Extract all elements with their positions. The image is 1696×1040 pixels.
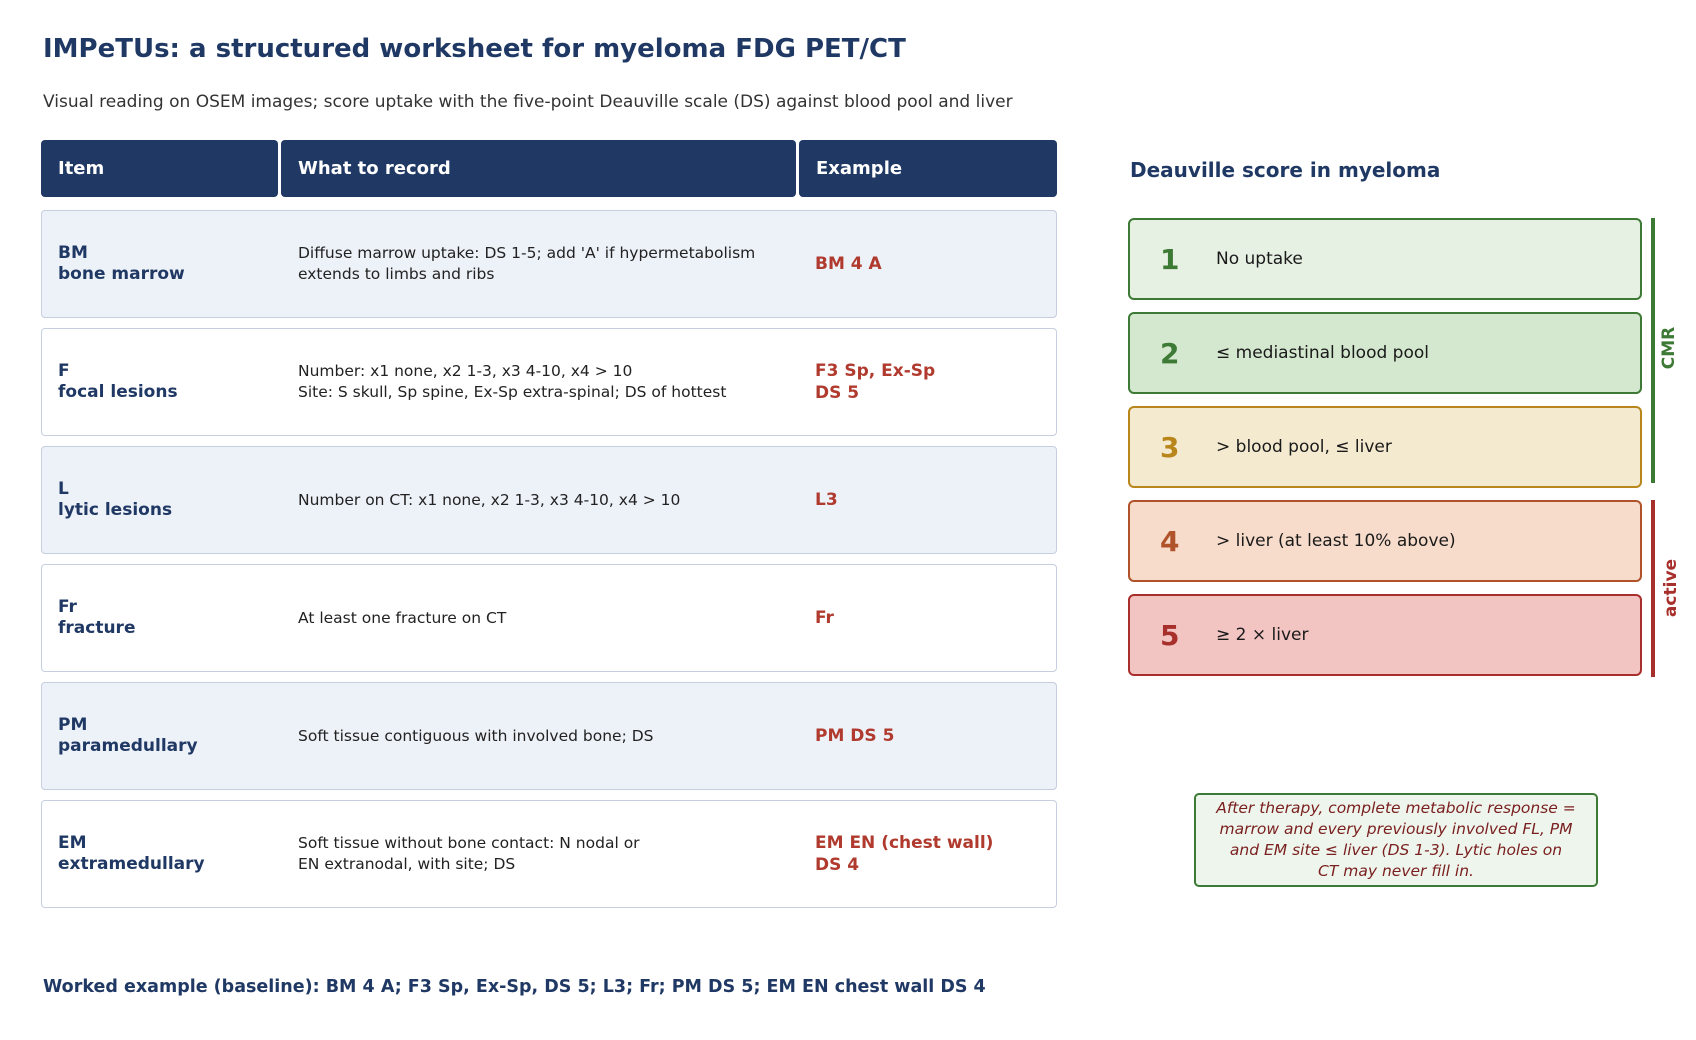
active-bracket: [1651, 500, 1655, 677]
note-line: marrow and every previously involved FL, PM: [1219, 820, 1573, 838]
item-code: Fr: [58, 597, 77, 617]
row-example: [815, 211, 1055, 317]
row-what-to-record: [298, 329, 818, 435]
what-line: Number on CT: x1 none, x2 1-3, x3 4-10, x4 > 10: [298, 490, 681, 509]
row-item: [58, 447, 278, 553]
what-line: extends to limbs and ribs: [298, 265, 495, 283]
score-number: 3: [1160, 430, 1180, 464]
score-description: > blood pool, ≤ liver: [1216, 437, 1392, 457]
what-line: EN extranodal, with site; DS: [298, 855, 516, 873]
what-line: Diffuse marrow uptake: DS 1-5; add 'A' if hypermetabolism: [298, 244, 756, 262]
item-name: fracture: [58, 618, 136, 638]
note-line: After therapy, complete metabolic response =: [1216, 799, 1576, 817]
example-line: PM DS 5: [815, 726, 895, 746]
note-line: CT may never fill in.: [1318, 862, 1474, 880]
row-what-to-record: [298, 565, 818, 671]
example-line: DS 5: [815, 383, 860, 403]
row-example: [815, 565, 1055, 671]
cmr-label: CMR: [1659, 326, 1680, 370]
example-line: F3 Sp, Ex-Sp: [815, 361, 936, 381]
what-line: Number: x1 none, x2 1-3, x3 4-10, x4 > 10: [298, 362, 633, 380]
row-item: [58, 211, 278, 317]
item-name: focal lesions: [58, 382, 178, 402]
page-title: IMPeTUs: a structured worksheet for myeloma FDG PET/CT: [43, 34, 906, 64]
row-what-to-record: [298, 447, 818, 553]
example-line: L3: [815, 490, 838, 510]
therapy-note: [1194, 793, 1598, 887]
item-name: paramedullary: [58, 736, 198, 756]
item-name: extramedullary: [58, 854, 205, 874]
header-example: Example: [799, 140, 1057, 197]
score-description: ≤ mediastinal blood pool: [1216, 343, 1429, 363]
row-what-to-record: [298, 211, 818, 317]
row-example: [815, 447, 1055, 553]
deauville-score-5: [1128, 594, 1642, 676]
score-description: No uptake: [1216, 249, 1303, 269]
row-what-to-record: [298, 683, 818, 789]
table-row: [41, 446, 1057, 554]
deauville-score-3: [1128, 406, 1642, 488]
what-line: Soft tissue without bone contact: N nodal or: [298, 834, 640, 852]
cmr-bracket: [1651, 218, 1655, 483]
score-number: 4: [1160, 524, 1180, 558]
header-what-to-record: What to record: [281, 140, 796, 197]
table-row: [41, 210, 1057, 318]
deauville-score-1: [1128, 218, 1642, 300]
deauville-score-4: [1128, 500, 1642, 582]
row-example: [815, 329, 1055, 435]
example-line: BM 4 A: [815, 254, 882, 274]
row-item: [58, 565, 278, 671]
row-what-to-record: [298, 801, 818, 907]
what-line: Soft tissue contiguous with involved bone; DS: [298, 726, 654, 745]
item-code: BM: [58, 243, 88, 263]
row-example: [815, 801, 1055, 907]
item-name: lytic lesions: [58, 500, 173, 520]
item-code: F: [58, 361, 70, 381]
row-item: [58, 329, 278, 435]
score-description: > liver (at least 10% above): [1216, 531, 1456, 551]
example-line: EM EN (chest wall): [815, 833, 994, 853]
table-row: [41, 682, 1057, 790]
what-line: At least one fracture on CT: [298, 608, 507, 627]
row-item: [58, 683, 278, 789]
score-description: ≥ 2 × liver: [1216, 625, 1309, 645]
table-row: [41, 564, 1057, 672]
item-code: EM: [58, 833, 87, 853]
item-name: bone marrow: [58, 264, 185, 284]
score-number: 5: [1160, 618, 1180, 652]
worked-example: Worked example (baseline): BM 4 A; F3 Sp, Ex-Sp, DS 5; L3; Fr; PM DS 5; EM EN chest wall DS 4: [43, 977, 986, 997]
active-label: active: [1661, 558, 1682, 618]
example-line: Fr: [815, 608, 834, 628]
score-number: 1: [1160, 242, 1180, 276]
deauville-title: Deauville score in myeloma: [1130, 158, 1441, 182]
example-line: DS 4: [815, 855, 860, 875]
deauville-score-2: [1128, 312, 1642, 394]
row-example: [815, 683, 1055, 789]
table-row: [41, 800, 1057, 908]
score-number: 2: [1160, 336, 1180, 370]
what-line: Site: S skull, Sp spine, Ex-Sp extra-spinal; DS of hottest: [298, 383, 727, 401]
note-line: and EM site ≤ liver (DS 1-3). Lytic holes on: [1229, 841, 1563, 859]
item-code: PM: [58, 715, 88, 735]
row-item: [58, 801, 278, 907]
header-item: Item: [41, 140, 278, 197]
table-row: [41, 328, 1057, 436]
page-subtitle: Visual reading on OSEM images; score uptake with the five-point Deauville scale (DS) against blood pool and liver: [43, 92, 1013, 112]
item-code: L: [58, 479, 69, 499]
